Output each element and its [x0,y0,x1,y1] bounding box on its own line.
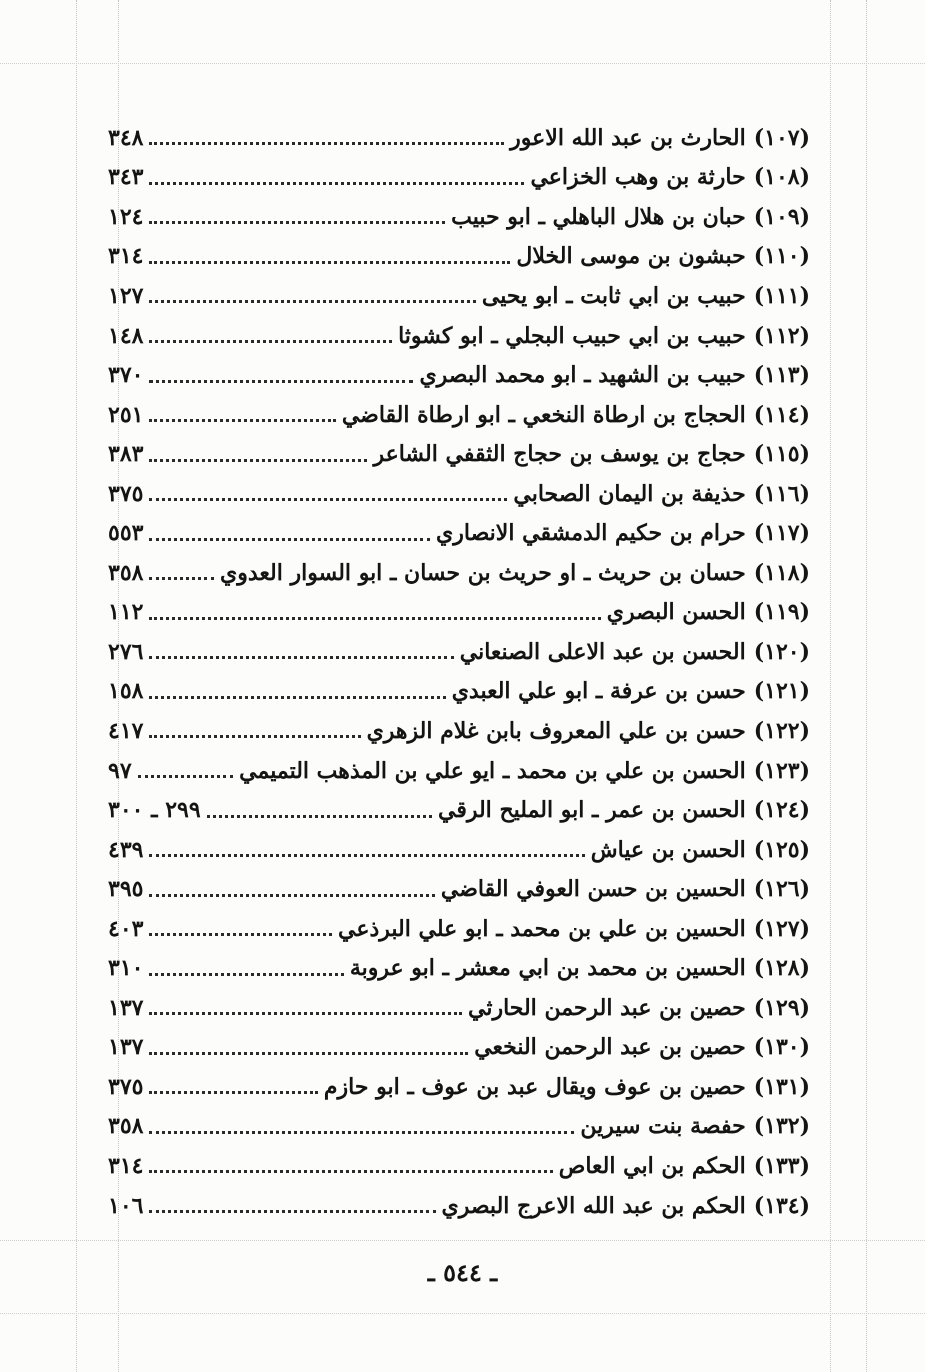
entry-name: حبان بن هلال الباهلي ـ ابو حبيب [451,203,746,230]
entry-number: (١٠٩) [753,203,810,230]
entry-page: ٤٠٣ [108,915,144,942]
entry-page: ٥٥٣ [108,520,144,547]
entry-page: ٣١٤ [108,243,144,270]
entry-number: (١١٢) [753,322,810,349]
index-entry [108,1028,810,1068]
entry-name: الحسن بن عبد الاعلى الصنعاني [459,638,746,665]
entry-page: ٢٥١ [108,401,144,428]
index-entry [108,1067,810,1107]
entry-number: (١٢٨) [753,955,810,982]
entry-name: حصين بن عوف ويقال عبد بن عوف ـ ابو حازم [323,1073,746,1100]
index-entry [108,593,810,633]
dot-leader [149,1012,462,1015]
index-entry [108,158,810,198]
dot-leader [149,340,392,343]
entry-number: (١٢٥) [753,836,810,863]
dot-leader [207,815,432,818]
entry-number: (١١٨) [753,559,810,586]
dot-leader [149,1091,317,1094]
index-entry [108,711,810,751]
dot-leader [149,973,343,976]
dot-leader [149,854,584,857]
index-entry [108,1146,810,1186]
entry-name: حبيب بن ابي ثابت ـ ابو يحيى [481,282,746,309]
entry-name: الحسين بن علي بن محمد ـ ابو علي البرذعي [338,915,746,942]
index-entry [108,395,810,435]
dot-leader [149,1210,435,1213]
entry-name: حسان بن حريث ـ او حريث بن حسان ـ ابو السوار العدوي [220,559,746,586]
entry-number: (١٢١) [753,678,810,705]
index-entry [108,672,810,712]
entry-name: حجاج بن يوسف بن حجاج الثقفي الشاعر [373,441,746,468]
guide-line [0,1313,925,1314]
dot-leader [149,1052,468,1055]
dot-leader [149,142,504,145]
entry-number: (١٢٠) [753,638,810,665]
index-entry [108,276,810,316]
guide-line [866,0,867,1372]
index-entry [108,869,810,909]
index-entry [108,118,810,158]
dot-leader [149,656,453,659]
entry-number: (١٣٤) [753,1192,810,1219]
dot-leader [149,380,413,383]
index-entry [108,316,810,356]
index-entry [108,474,810,514]
dot-leader [149,577,214,580]
index-entry [108,948,810,988]
entry-page: ٤١٧ [108,717,144,744]
entry-number: (١٣٣) [753,1152,810,1179]
entry-number: (١١٥) [753,441,810,468]
entry-number: (١٣٢) [753,1113,810,1140]
index-entry [108,355,810,395]
entry-page: ٣١٤ [108,1152,144,1179]
entry-name: الحسن بن عياش [590,836,746,863]
entry-number: (١٢٧) [753,915,810,942]
entry-page: ٣٧٠ [108,362,144,389]
guide-line [76,0,77,1372]
entry-name: حصين بن عبد الرحمن الحارثي [467,994,746,1021]
index-entry [108,830,810,870]
dot-leader [149,261,510,264]
index-entry [108,237,810,277]
entry-name: الحسن بن علي بن محمد ـ ايو علي بن المذهب التميمي [239,757,746,784]
entry-name: الحسن البصري [606,599,746,626]
entry-name: الحارث بن عبد الله الاعور [510,124,746,151]
index-entry [108,988,810,1028]
index-entry [108,790,810,830]
entry-number: (١١٤) [753,401,810,428]
entry-number: (١٢٢) [753,717,810,744]
entry-page: ١٠٦ [108,1192,144,1219]
dot-leader [149,1131,574,1134]
entry-page: ٩٧ [108,757,132,784]
index-entry [108,632,810,672]
entry-name: الحسين بن محمد بن ابي معشر ـ ابو عروبة [349,955,746,982]
entry-page: ٢٩٩ ـ ٣٠٠ [108,797,201,824]
entry-name: الحسن بن عمر ـ ابو المليح الرقي [437,797,746,824]
dot-leader [149,221,445,224]
dot-leader [138,775,234,778]
entry-page: ١٥٨ [108,678,144,705]
entry-page: ٣٩٥ [108,876,144,903]
entry-name: حارثة بن وهب الخزاعي [530,164,746,191]
entry-name: حبيب بن الشهيد ـ ابو محمد البصري [419,362,746,389]
entry-page: ١٣٧ [108,994,144,1021]
entry-page: ٣٧٥ [108,480,144,507]
entry-number: (١٢٣) [753,757,810,784]
entry-number: (١٠٧) [753,124,810,151]
entry-name: الحسين بن حسن العوفي القاضي [440,876,746,903]
entry-number: (١١٠) [753,243,810,270]
entry-page: ٢٧٦ [108,638,144,665]
entry-number: (١٢٤) [753,797,810,824]
entry-number: (١١٧) [753,520,810,547]
entry-name: الحكم بن ابي العاص [558,1152,746,1179]
guide-line [0,1240,925,1241]
dot-leader [149,696,445,699]
entry-page: ٣١٠ [108,955,144,982]
dot-leader [149,498,507,501]
dot-leader [149,182,524,185]
entry-page: ٣٤٨ [108,124,144,151]
entry-name: حسن بن عرفة ـ ابو علي العبدي [451,678,746,705]
entry-name: حصين بن عبد الرحمن النخعي [474,1034,746,1061]
dot-leader [149,933,332,936]
entry-name: حبشون بن موسى الخلال [516,243,746,270]
index-list [108,118,810,1225]
entry-page: ١٢٧ [108,282,144,309]
entry-number: (١١٦) [753,480,810,507]
entry-page: ١٢٤ [108,203,144,230]
entry-name: حبيب بن ابي حبيب البجلي ـ ابو كشوثا [398,322,746,349]
entry-name: حفصة بنت سيرين [580,1113,746,1140]
entry-number: (١١١) [753,282,810,309]
entry-page: ١٣٧ [108,1034,144,1061]
entry-page: ١١٢ [108,599,144,626]
guide-line [830,0,831,1372]
entry-page: ٤٣٩ [108,836,144,863]
entry-name: الحجاج بن ارطاة النخعي ـ ابو ارطاة القاضي [341,401,746,428]
dot-leader [149,894,434,897]
entry-number: (١٢٩) [753,994,810,1021]
entry-name: حرام بن حكيم الدمشقي الانصاري [436,520,746,547]
entry-number: (١٢٦) [753,876,810,903]
entry-name: حذيفة بن اليمان الصحابي [513,480,746,507]
entry-number: (١٣١) [753,1073,810,1100]
entry-page: ٣٥٨ [108,559,144,586]
dot-leader [149,300,475,303]
dot-leader [149,735,360,738]
index-entry [108,751,810,791]
index-entry [108,197,810,237]
entry-page: ٣٨٣ [108,441,144,468]
index-entry [108,553,810,593]
index-entry [108,434,810,474]
entry-page: ١٤٨ [108,322,144,349]
dot-leader [149,419,335,422]
entry-name: حسن بن علي المعروف بابن غلام الزهري [366,717,746,744]
index-entry [108,1107,810,1147]
dot-leader [149,459,367,462]
dot-leader [149,1170,552,1173]
entry-name: الحكم بن عبد الله الاعرج البصري [441,1192,746,1219]
dot-leader [149,617,600,620]
entry-number: (١٣٠) [753,1034,810,1061]
entry-page: ٣٧٥ [108,1073,144,1100]
entry-number: (١١٩) [753,599,810,626]
index-entry [108,513,810,553]
entry-page: ٣٤٣ [108,164,144,191]
guide-line [0,63,925,64]
entry-number: (١٠٨) [753,164,810,191]
index-entry [108,909,810,949]
dot-leader [149,538,430,541]
index-entry [108,1186,810,1226]
entry-page: ٣٥٨ [108,1113,144,1140]
page-number: ـ ٥٤٤ ـ [427,1258,498,1287]
entry-number: (١١٣) [753,362,810,389]
